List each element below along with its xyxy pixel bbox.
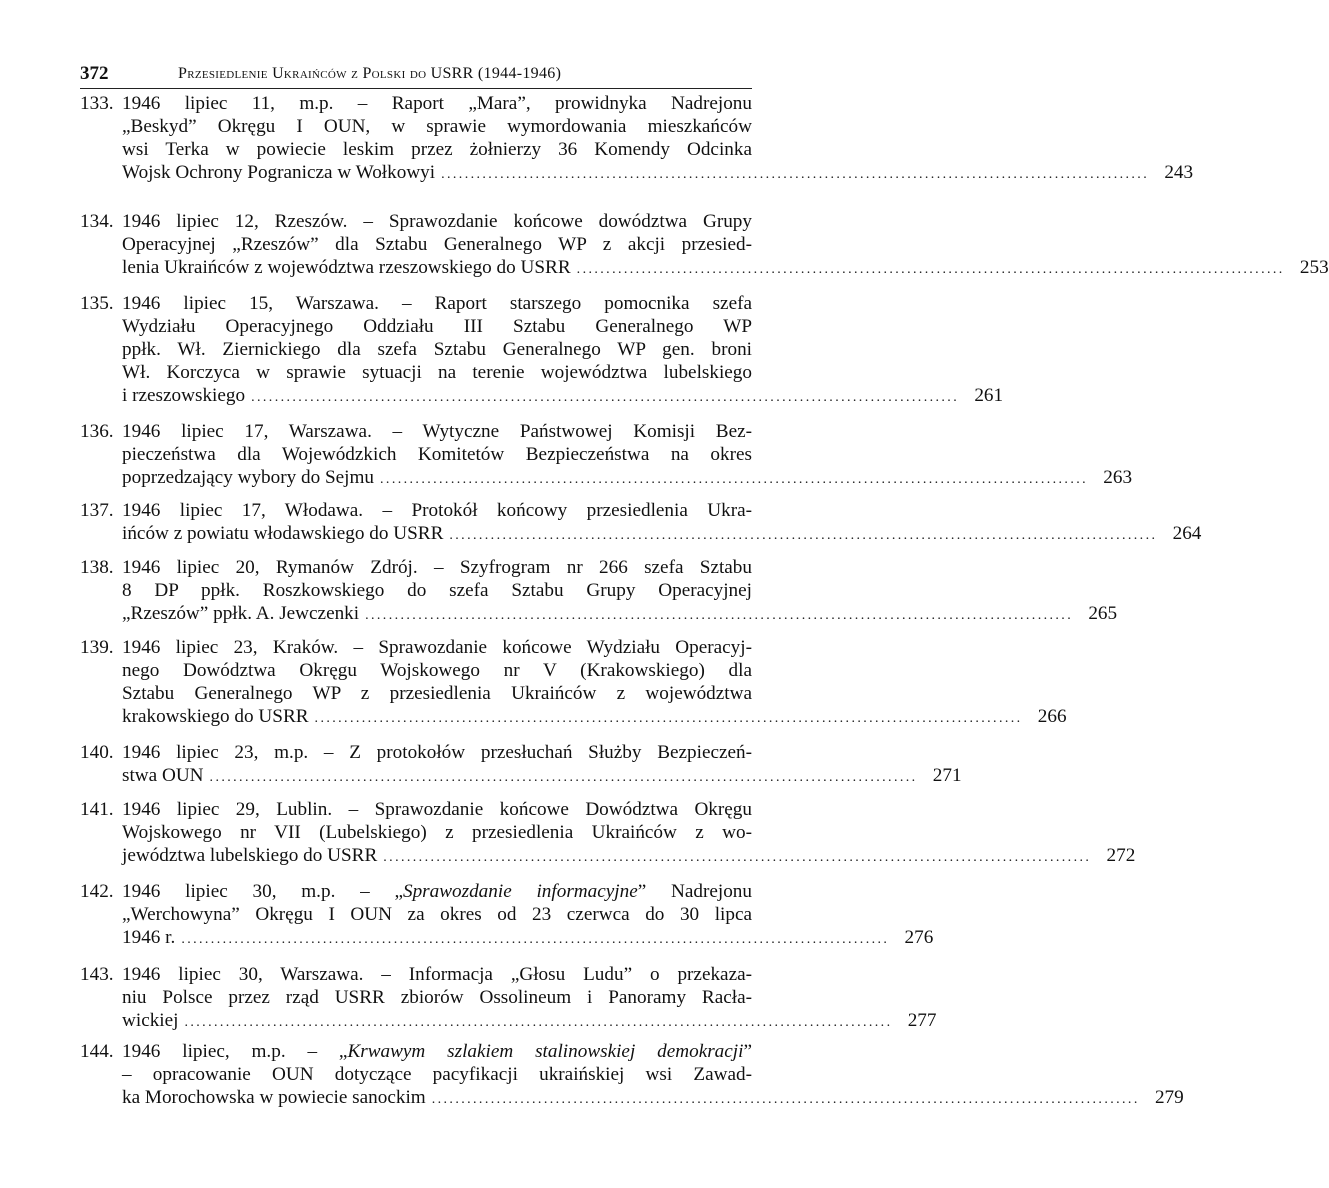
page-reference: 271 bbox=[932, 765, 962, 786]
entry-last-line bbox=[122, 522, 1202, 545]
entry-text bbox=[122, 292, 1004, 407]
entry-number: 140. bbox=[80, 742, 114, 763]
page-reference: 261 bbox=[974, 385, 1004, 406]
dot-leader: ........................................................................................................................ bbox=[576, 262, 1285, 277]
entry-line: jewództwa lubelskiego do USRR bbox=[122, 845, 378, 866]
entry-line: stwa OUN bbox=[122, 765, 204, 786]
entry-line: 1946 lipiec, m.p. – „Krwawym szlakiem stalinowskiej demokracji” bbox=[122, 1041, 752, 1062]
entry-number: 138. bbox=[80, 557, 114, 578]
entry-number: 143. bbox=[80, 964, 114, 985]
dot-leader: ........................................................................................................................ bbox=[383, 850, 1092, 865]
entry-number: 133. bbox=[80, 93, 114, 114]
entry-line: 1946 lipiec 30, m.p. – „Sprawozdanie informacyjne” Nadrejonu bbox=[122, 881, 752, 902]
document-title-italic: Sprawozdanie informacyjne bbox=[402, 881, 638, 902]
entry-number: 139. bbox=[80, 637, 114, 658]
entry-line: 1946 lipiec 30, Warszawa. – Informacja „Głosu Ludu” o przekaza- bbox=[122, 964, 752, 985]
page-reference: 243 bbox=[1164, 162, 1194, 183]
entry-text bbox=[122, 963, 937, 1032]
entry-number: 135. bbox=[80, 293, 114, 314]
entry-line: wsi Terka w powiecie leskim przez żołnierzy 36 Komendy Odcinka bbox=[122, 139, 752, 160]
entry-line: 1946 lipiec 17, Włodawa. – Protokół końcowy przesiedlenia Ukra- bbox=[122, 500, 752, 521]
entry-text bbox=[122, 741, 962, 787]
dot-leader: ........................................................................................................................ bbox=[209, 770, 918, 785]
entry-last-line bbox=[122, 844, 1136, 867]
page-reference: 265 bbox=[1088, 603, 1118, 624]
entry-line: poprzedzający wybory do Sejmu bbox=[122, 467, 375, 488]
entry-line: ppłk. Wł. Ziernickiego dla szefa Sztabu Generalnego WP gen. broni bbox=[122, 339, 752, 360]
entry-line: 1946 lipiec 17, Warszawa. – Wytyczne Państwowej Komisji Bez- bbox=[122, 421, 752, 442]
page-reference: 266 bbox=[1037, 706, 1067, 727]
page-reference: 276 bbox=[904, 927, 934, 948]
entry-last-line bbox=[122, 466, 1133, 489]
entry-number: 141. bbox=[80, 799, 114, 820]
entry-line: Wojsk Ochrony Pogranicza w Wołkowyi bbox=[122, 162, 436, 183]
entry-last-line bbox=[122, 926, 934, 949]
entry-text bbox=[122, 880, 934, 949]
entry-line: 1946 lipiec 11, m.p. – Raport „Mara”, prowidnyka Nadrejonu bbox=[122, 93, 752, 114]
dot-leader: ........................................................................................................................ bbox=[184, 1015, 893, 1030]
page-reference: 263 bbox=[1103, 467, 1133, 488]
entry-line: 1946 lipiec 15, Warszawa. – Raport starszego pomocnika szefa bbox=[122, 293, 752, 314]
entry-line: lenia Ukraińców z województwa rzeszowskiego do USRR bbox=[122, 257, 571, 278]
entry-last-line bbox=[122, 1086, 1184, 1109]
entry-line: 1946 lipiec 23, m.p. – Z protokołów przesłuchań Służby Bezpieczeń- bbox=[122, 742, 752, 763]
entry-line: Wydziału Operacyjnego Oddziału III Sztabu Generalnego WP bbox=[122, 316, 752, 337]
entry-text bbox=[122, 636, 1067, 728]
entry-last-line bbox=[122, 764, 962, 787]
entry-text bbox=[122, 92, 1194, 184]
entry-number: 142. bbox=[80, 881, 114, 902]
dot-leader: ........................................................................................................................ bbox=[431, 1092, 1140, 1107]
entry-number: 136. bbox=[80, 421, 114, 442]
page-reference: 272 bbox=[1106, 845, 1136, 866]
entry-line: i rzeszowskiego bbox=[122, 385, 246, 406]
entry-line: Wojskowego nr VII (Lubelskiego) z przesiedlenia Ukraińców z wo- bbox=[122, 822, 752, 843]
entry-text bbox=[122, 1040, 1184, 1109]
dot-leader: ........................................................................................................................ bbox=[251, 390, 960, 405]
dot-leader: ........................................................................................................................ bbox=[441, 167, 1150, 182]
dot-leader: ........................................................................................................................ bbox=[314, 711, 1023, 726]
dot-leader: ........................................................................................................................ bbox=[380, 472, 1089, 487]
entry-line: – opracowanie OUN dotyczące pacyfikacji ukraińskiej wsi Zawad- bbox=[122, 1064, 752, 1085]
entry-last-line bbox=[122, 384, 1004, 407]
page-header bbox=[80, 62, 752, 89]
entry-line: 8 DP ppłk. Roszkowskiego do szefa Sztabu Grupy Operacyjnej bbox=[122, 580, 752, 601]
entry-number: 144. bbox=[80, 1041, 114, 1062]
document-title-italic: Krwawym szlakiem stalinowskiej demokracji bbox=[347, 1041, 744, 1062]
entry-line: ka Morochowska w powiecie sanockim bbox=[122, 1087, 426, 1108]
entry-line: niu Polsce przez rząd USRR zbiorów Ossolineum i Panoramy Racła- bbox=[122, 987, 752, 1008]
entry-number: 137. bbox=[80, 500, 114, 521]
entry-text bbox=[122, 210, 1329, 279]
entry-line: Operacyjnej „Rzeszów” dla Sztabu Generalnego WP z akcji przesied- bbox=[122, 234, 752, 255]
entry-last-line bbox=[122, 705, 1067, 728]
dot-leader: ........................................................................................................................ bbox=[181, 932, 890, 947]
entry-line: „Beskyd” Okręgu I OUN, w sprawie wymordowania mieszkańców bbox=[122, 116, 752, 137]
running-title: Przesiedlenie Ukraińców z Polski do USRR (1944-1946) bbox=[178, 65, 562, 82]
entry-line: „Werchowyna” Okręgu I OUN za okres od 23 czerwca do 30 lipca bbox=[122, 904, 752, 925]
entry-number: 134. bbox=[80, 211, 114, 232]
entry-line: „Rzeszów” ppłk. A. Jewczenki bbox=[122, 603, 360, 624]
entry-line: 1946 lipiec 20, Rymanów Zdrój. – Szyfrogram nr 266 szefa Sztabu bbox=[122, 557, 752, 578]
page-number: 372 bbox=[80, 63, 109, 84]
entry-line: ińców z powiatu włodawskiego do USRR bbox=[122, 523, 444, 544]
entry-text bbox=[122, 499, 1202, 545]
entry-line: 1946 lipiec 12, Rzeszów. – Sprawozdanie końcowe dowództwa Grupy bbox=[122, 211, 752, 232]
entry-line: 1946 r. bbox=[122, 927, 176, 948]
entry-line: Sztabu Generalnego WP z przesiedlenia Ukraińców z województwa bbox=[122, 683, 752, 704]
entry-line: nego Dowództwa Okręgu Wojskowego nr V (Krakowskiego) dla bbox=[122, 660, 752, 681]
entry-line: 1946 lipiec 23, Kraków. – Sprawozdanie końcowe Wydziału Operacyj- bbox=[122, 637, 752, 658]
page-reference: 253 bbox=[1299, 257, 1329, 278]
entry-line: 1946 lipiec 29, Lublin. – Sprawozdanie końcowe Dowództwa Okręgu bbox=[122, 799, 752, 820]
page-reference: 277 bbox=[907, 1010, 937, 1031]
entry-last-line bbox=[122, 1009, 937, 1032]
entry-text bbox=[122, 798, 1136, 867]
entry-text bbox=[122, 556, 1118, 625]
page-reference: 279 bbox=[1154, 1087, 1184, 1108]
entry-line: pieczeństwa dla Wojewódzkich Komitetów Bezpieczeństwa na okres bbox=[122, 444, 752, 465]
dot-leader: ........................................................................................................................ bbox=[449, 528, 1158, 543]
entry-line: krakowskiego do USRR bbox=[122, 706, 309, 727]
dot-leader: ........................................................................................................................ bbox=[365, 608, 1074, 623]
entry-last-line bbox=[122, 602, 1118, 625]
page-reference: 264 bbox=[1172, 523, 1202, 544]
entry-text bbox=[122, 420, 1133, 489]
entry-last-line bbox=[122, 256, 1329, 279]
entry-last-line bbox=[122, 161, 1194, 184]
entry-line: Wł. Korczyca w sprawie sytuacji na terenie województwa lubelskiego bbox=[122, 362, 752, 383]
entry-line: wickiej bbox=[122, 1010, 179, 1031]
